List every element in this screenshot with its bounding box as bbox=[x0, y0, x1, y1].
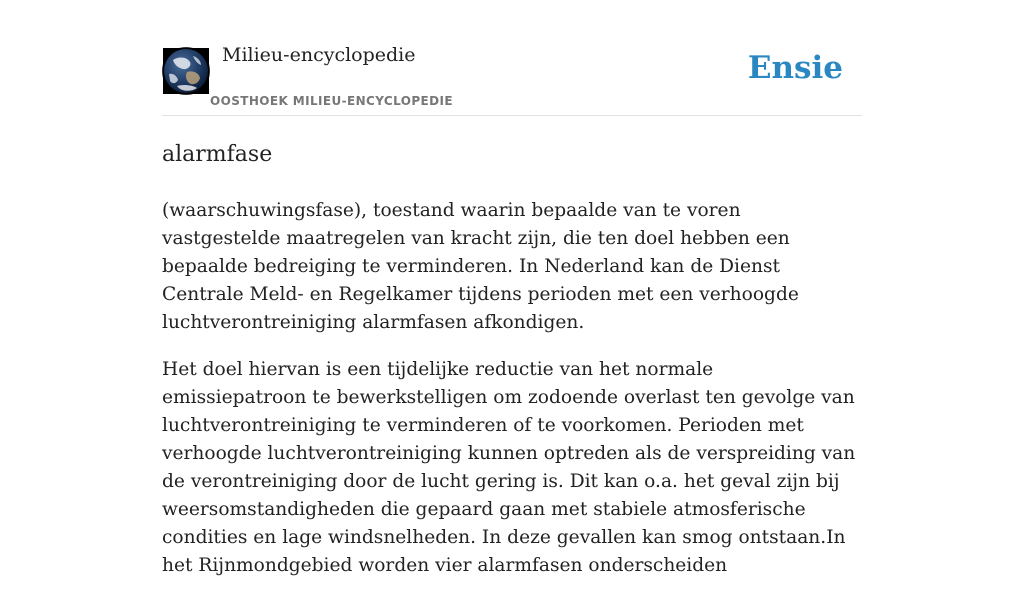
header bbox=[162, 0, 862, 116]
article-title: alarmfase bbox=[162, 142, 273, 167]
avatar[interactable] bbox=[162, 47, 210, 95]
article-paragraph: (waarschuwingsfase), toestand waarin bepaalde van te voren vastgestelde maatregelen van kracht zijn, die ten doel hebben een bepaalde bedreiging te verminderen. In Nederland kan de Dienst Centrale Meld- en Regelkamer tijdens perioden met een verhoogde luchtverontreiniging alarmfasen afkondigen. bbox=[162, 200, 799, 333]
article bbox=[162, 139, 862, 599]
site-subtitle: OOSTHOEK MILIEU-ENCYCLOPEDIE bbox=[210, 94, 453, 108]
article-paragraph: Het doel hiervan is een tijdelijke reductie van het normale emissiepatroon te bewerkstelligen om zodoende overlast ten gevolge van luchtverontreiniging te verminderen of te voorkomen. Perioden met verhoogde luchtverontreiniging kunnen optreden als de verspreiding van de verontreiniging door de lucht gering is. Dit kan o.a. het geval zijn bij weersomstandigheden die gepaard gaan met stabiele atmosferische condities en lage windsnelheden. In deze gevallen kan smog ontstaan.In het Rijnmondgebied worden vier alarmfasen onderscheiden bbox=[162, 359, 856, 576]
site-title[interactable]: Milieu-encyclopedie bbox=[222, 44, 416, 66]
brand-logo[interactable]: Ensie bbox=[747, 50, 843, 86]
earth-globe-icon bbox=[163, 48, 209, 94]
